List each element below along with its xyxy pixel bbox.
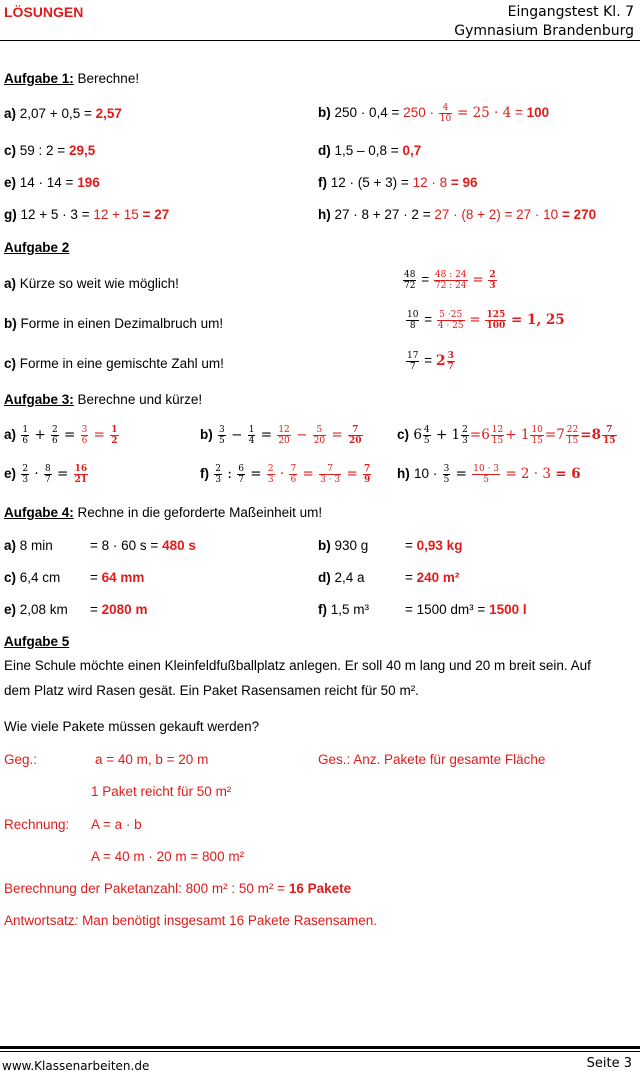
task-result: 0,93 kg <box>416 538 463 553</box>
fraction <box>313 425 326 446</box>
task-expression: 250 · 0,4 = <box>334 105 400 120</box>
task-expression: 6,4 cm <box>19 570 61 585</box>
operator: + <box>505 427 517 443</box>
denominator: 3 <box>215 475 222 485</box>
equals-sign: = <box>424 312 433 328</box>
numerator: 12 <box>278 425 290 435</box>
numerator: 5 <box>313 425 326 436</box>
task3-heading <box>4 393 202 407</box>
numerator: 2 <box>267 464 274 474</box>
task2-b-solution <box>405 310 565 331</box>
answer-label: Antwortsatz <box>4 913 75 928</box>
fraction <box>218 425 226 446</box>
equals-sign: = <box>302 466 314 482</box>
item-label: c) <box>397 427 410 442</box>
package-result: 16 Pakete <box>288 881 352 896</box>
task1-e <box>4 176 100 190</box>
equals-sign: = <box>346 466 358 482</box>
task3-h <box>397 464 581 485</box>
working-step: 12 · 8 <box>412 175 448 190</box>
task-result: 196 <box>77 175 100 190</box>
task-expression: 930 g <box>334 538 369 553</box>
task1-a <box>4 107 122 121</box>
task4-d-answer <box>405 571 459 585</box>
task-expression: 10 · <box>414 466 438 481</box>
numerator: 5 ·25 <box>437 310 465 321</box>
given-dimensions: a = 40 m, b = 20 m <box>95 752 209 767</box>
numerator: 8 <box>44 464 51 474</box>
fraction <box>81 425 89 446</box>
fraction <box>319 464 341 485</box>
operator: − <box>296 427 308 443</box>
numerator: 2 <box>489 270 496 280</box>
denominator: 3 <box>267 475 274 485</box>
item-label: b) <box>318 105 331 120</box>
fraction <box>348 425 363 446</box>
task-result: 0,7 <box>402 143 422 158</box>
task5-title: Aufgabe 5 <box>4 634 70 649</box>
task-expression: 12 + 5 · 3 = <box>20 207 90 222</box>
denominator: 15 <box>566 436 579 446</box>
numerator: 1 <box>22 425 29 435</box>
working-step: = <box>405 570 413 585</box>
task1-instruction: Berechne! <box>77 71 140 86</box>
item-label: c) <box>4 356 17 371</box>
item-label: a) <box>4 106 17 121</box>
equals-sign: = <box>561 207 570 222</box>
working-step: = <box>90 570 98 585</box>
task4-heading <box>4 506 322 520</box>
whole-number: 7 <box>556 427 565 443</box>
task-result: 2,57 <box>95 106 122 121</box>
task1-b <box>318 101 549 125</box>
equals-sign: = <box>515 105 523 120</box>
equals-sign: = <box>469 427 482 443</box>
answer-text: Man benötigt insgesamt 16 Pakete Rasensamen. <box>82 913 377 928</box>
task2-b-text <box>4 317 223 331</box>
task-expression: 2,08 km <box>19 602 68 617</box>
numerator: 7 <box>290 464 297 474</box>
task5-question: Wie viele Pakete müssen gekauft werden? <box>4 719 260 734</box>
task3-instruction: Berechne und kürze! <box>77 392 203 407</box>
numerator: 4 <box>439 103 452 114</box>
denominator: 15 <box>531 436 543 446</box>
numerator: 12 <box>491 425 504 435</box>
fraction <box>74 464 89 485</box>
denominator: 5 <box>423 436 430 446</box>
fraction <box>434 270 468 291</box>
numerator: 48 : 24 <box>434 270 467 280</box>
task4-e-answer <box>90 603 147 617</box>
item-label: a) <box>4 427 17 442</box>
numerator: 10 · 3 <box>473 464 500 474</box>
working-step: = 1500 dm³ = <box>405 602 486 617</box>
item-label: b) <box>318 538 331 553</box>
numerator: 17 <box>407 351 419 361</box>
task-expression: 1,5 – 0,8 = <box>334 143 399 158</box>
fraction <box>110 425 118 446</box>
item-label: g) <box>4 207 17 222</box>
item-label: d) <box>318 143 331 158</box>
task1-d <box>318 144 421 158</box>
denominator: 8 <box>409 321 416 331</box>
operator: + <box>34 427 46 443</box>
equals-sign: = <box>472 272 484 289</box>
denominator: 6 <box>290 475 297 485</box>
whole-number: 8 <box>591 427 601 443</box>
numerator: 125 <box>486 310 506 320</box>
wanted-quantity: Ges.: Anz. Pakete für gesamte Fläche <box>318 752 546 767</box>
task2-c-text <box>4 357 224 371</box>
task-expression: 2,4 a <box>334 570 365 585</box>
equals-sign: = <box>469 312 481 329</box>
task-instruction: Forme in einen Dezimalbruch um! <box>20 316 224 331</box>
operator: : <box>227 466 232 482</box>
header-info <box>454 3 634 41</box>
task-result: 96 <box>462 175 478 190</box>
fraction <box>406 310 419 331</box>
numerator: 3 <box>219 425 225 435</box>
item-label: e) <box>4 466 17 481</box>
equals-sign: = <box>93 427 105 443</box>
task-result: = 6 <box>555 466 581 482</box>
fraction <box>214 464 222 485</box>
numerator: 10 <box>407 310 419 320</box>
task4-b-answer <box>405 539 462 553</box>
item-label: h) <box>318 207 331 222</box>
numerator: 10 <box>531 425 543 435</box>
denominator: 4 · 25 <box>437 321 464 331</box>
operator: + <box>435 427 448 443</box>
task4-instruction: Rechne in die geforderte Maßeinheit um! <box>77 505 323 520</box>
item-label: h) <box>397 466 410 481</box>
task-expression: 14 · 14 = <box>19 175 74 190</box>
numerator: 48 <box>404 270 416 280</box>
numerator: 1 <box>248 425 255 435</box>
numerator: 7 <box>319 464 341 475</box>
working-step: = 8 · 60 s = <box>90 538 159 553</box>
denominator: 6 <box>22 436 29 446</box>
task4-c <box>4 571 60 585</box>
fraction <box>447 351 455 372</box>
numerator: 3 <box>443 464 450 474</box>
task4-f-answer <box>405 603 527 617</box>
equals-sign: = <box>250 466 262 482</box>
task-result: 2080 m <box>101 602 148 617</box>
page-number: Seite 3 <box>586 1056 632 1071</box>
answer-sentence <box>4 914 377 928</box>
task4-c-answer <box>90 571 144 585</box>
item-label: e) <box>4 602 17 617</box>
numerator: 2 <box>22 464 29 474</box>
fraction <box>485 310 506 331</box>
denominator: 5 <box>483 475 489 485</box>
footer-website: www.Klassenarbeiten.de <box>2 1059 150 1073</box>
denominator: 5 <box>219 436 225 446</box>
denominator: 2 <box>111 436 118 446</box>
task5-text-line1: Eine Schule möchte einen Kleinfeldfußballplatz anlegen. Er soll 40 m lang und 20 m breit sein. Auf <box>4 658 591 673</box>
task3-a <box>4 425 120 446</box>
task1-c <box>4 144 95 158</box>
working-step: 27 · (8 + 2) = 27 · 10 <box>434 207 559 222</box>
numerator: 2 <box>51 425 58 435</box>
item-label: a) <box>4 276 17 291</box>
fraction <box>403 270 416 291</box>
whole-number: 1 <box>520 427 530 443</box>
denominator: 100 <box>486 321 506 331</box>
denominator: 5 <box>443 475 450 485</box>
task-result: 64 mm <box>101 570 145 585</box>
fraction <box>488 270 496 291</box>
operator: − <box>231 427 243 443</box>
fraction <box>406 351 419 372</box>
denominator: 15 <box>491 436 504 446</box>
denominator: 20 <box>313 436 326 446</box>
task3-b <box>200 425 364 446</box>
task2-a-solution <box>402 270 498 291</box>
item-label: f) <box>318 175 327 190</box>
item-label: d) <box>318 570 331 585</box>
numerator: 3 <box>81 425 88 435</box>
numerator: 6 <box>238 464 244 474</box>
calculation-label: Rechnung: <box>4 817 70 832</box>
denominator: 6 <box>51 436 58 446</box>
school-name: Gymnasium Brandenburg <box>454 23 634 39</box>
task4-a <box>4 539 53 553</box>
equals-sign: = <box>421 272 430 288</box>
working-step: 250 · <box>403 105 434 120</box>
item-label: b) <box>200 427 213 442</box>
given-label: Geg.: <box>4 752 38 767</box>
equals-sign: = <box>56 466 69 482</box>
denominator: 3 <box>489 281 496 291</box>
task2-a-text <box>4 277 179 291</box>
task3-c <box>397 425 618 446</box>
fraction <box>439 103 452 124</box>
numerator: 4 <box>423 425 430 435</box>
header-rule <box>0 40 640 41</box>
fraction <box>267 464 275 485</box>
task-result: 480 s <box>162 538 196 553</box>
item-label: c) <box>4 570 17 585</box>
working-step: = 25 · 4 <box>456 105 512 121</box>
fraction <box>44 464 52 485</box>
item-label: b) <box>4 316 17 331</box>
operator: · <box>279 466 285 482</box>
numerator: 2 <box>462 425 468 435</box>
equals-sign: = <box>580 427 592 443</box>
numerator: 22 <box>566 425 579 435</box>
area-formula: A = a · b <box>91 817 142 832</box>
denominator: 7 <box>447 362 454 372</box>
fraction <box>566 425 579 446</box>
footer-rule-thick <box>0 1046 640 1049</box>
working-step: = 2 · 3 <box>505 466 551 482</box>
task1-f <box>318 176 478 190</box>
item-label: e) <box>4 175 17 190</box>
whole-number: 6 <box>481 427 490 443</box>
denominator: 7 <box>44 475 51 485</box>
denominator: 20 <box>349 436 362 446</box>
task4-b <box>318 539 368 553</box>
fraction <box>363 464 371 485</box>
task-expression: 8 min <box>19 538 53 553</box>
denominator: 7 <box>238 475 244 485</box>
task-instruction: Kürze so weit wie möglich! <box>19 276 179 291</box>
test-title: Eingangstest Kl. 7 <box>507 4 634 20</box>
task-expression: 12 · (5 + 3) = <box>330 175 409 190</box>
task-expression: 2,07 + 0,5 = <box>19 106 92 121</box>
item-label: f) <box>200 466 209 481</box>
task3-e <box>4 464 89 485</box>
task4-d <box>318 571 365 585</box>
numerator: 7 <box>602 425 617 436</box>
answer-colon: : <box>74 913 79 928</box>
fraction <box>21 425 29 446</box>
area-calculation: A = 40 m · 20 m = 800 m² <box>91 849 245 864</box>
fraction <box>277 425 290 446</box>
task-result: 27 <box>154 207 170 222</box>
equals-sign: = <box>331 427 343 443</box>
whole-number: 1 <box>451 427 461 443</box>
task-expression: 59 : 2 = <box>19 143 66 158</box>
task5-text-line2: dem Platz wird Rasen gesät. Ein Paket Rasensamen reicht für 50 m². <box>4 683 419 698</box>
denominator: 6 <box>81 436 88 446</box>
denominator: 10 <box>439 113 452 124</box>
fraction <box>51 425 59 446</box>
task-instruction: Forme in eine gemischte Zahl um! <box>19 356 224 371</box>
fraction <box>472 464 500 485</box>
denominator: 3 · 3 <box>320 475 341 485</box>
task4-f <box>318 603 369 617</box>
task1-h <box>318 208 596 222</box>
working-step: 12 + 15 <box>93 207 139 222</box>
solutions-label: LÖSUNGEN <box>4 4 84 20</box>
numerator: 1 <box>111 425 118 435</box>
denominator: 3 <box>462 436 468 446</box>
fraction <box>443 464 451 485</box>
task4-a-answer <box>90 539 196 553</box>
denominator: 21 <box>74 475 88 485</box>
numerator: 7 <box>348 425 363 436</box>
equals-sign: = <box>142 207 151 222</box>
task1-title: Aufgabe 1: <box>4 71 74 86</box>
denominator: 3 <box>22 475 29 485</box>
task3-title: Aufgabe 3: <box>4 392 74 407</box>
denominator: 4 <box>248 436 255 446</box>
equals-sign: = <box>455 466 467 482</box>
whole-number: 2 <box>435 353 446 370</box>
denominator: 9 <box>364 475 371 485</box>
task-expression: 27 · 8 + 27 · 2 = <box>334 207 431 222</box>
numerator: 3 <box>447 351 454 361</box>
equals-sign: = <box>63 427 76 443</box>
task-result: 100 <box>526 105 550 120</box>
task2-c-solution <box>405 351 456 372</box>
task-result: 1500 l <box>489 602 527 617</box>
working-step: = <box>90 602 98 617</box>
task-result: = 1, 25 <box>511 312 565 329</box>
denominator: 15 <box>602 436 616 446</box>
fraction <box>530 425 543 446</box>
fraction <box>423 425 431 446</box>
package-calculation-text: Berechnung der Paketanzahl: 800 m² : 50 m² = <box>4 881 286 896</box>
task4-e <box>4 603 68 617</box>
task-result: 270 <box>573 207 597 222</box>
task1-g <box>4 208 169 222</box>
denominator: 72 : 24 <box>434 281 467 291</box>
whole-number: 6 <box>413 427 422 443</box>
fraction <box>491 425 504 446</box>
operator: · <box>34 466 39 482</box>
task2-title: Aufgabe 2 <box>4 240 70 255</box>
given-coverage: 1 Paket reicht für 50 m² <box>91 784 232 799</box>
equals-sign: = <box>260 427 273 443</box>
item-label: f) <box>318 602 327 617</box>
task1-heading <box>4 72 139 86</box>
task-result: 240 m² <box>416 570 460 585</box>
denominator: 20 <box>278 436 290 446</box>
task3-f <box>200 464 372 485</box>
fraction <box>437 310 465 331</box>
task-result: 29,5 <box>68 143 96 158</box>
fraction <box>248 425 256 446</box>
equals-sign: = <box>424 353 433 369</box>
task-expression: 1,5 m³ <box>330 602 370 617</box>
numerator: 16 <box>74 464 88 474</box>
package-calculation <box>4 882 351 896</box>
equals-sign: = <box>450 175 459 190</box>
fraction <box>461 425 469 446</box>
footer-rule-thin <box>0 1051 640 1052</box>
item-label: c) <box>4 143 17 158</box>
fraction <box>289 464 297 485</box>
denominator: 72 <box>404 281 416 291</box>
numerator: 2 <box>215 464 222 474</box>
item-label: a) <box>4 538 17 553</box>
fraction <box>602 425 617 446</box>
equals-sign: = <box>544 427 557 443</box>
denominator: 7 <box>409 362 416 372</box>
numerator: 7 <box>364 464 371 474</box>
fraction <box>21 464 29 485</box>
fraction <box>237 464 245 485</box>
task4-title: Aufgabe 4: <box>4 505 74 520</box>
working-step: = <box>405 538 413 553</box>
